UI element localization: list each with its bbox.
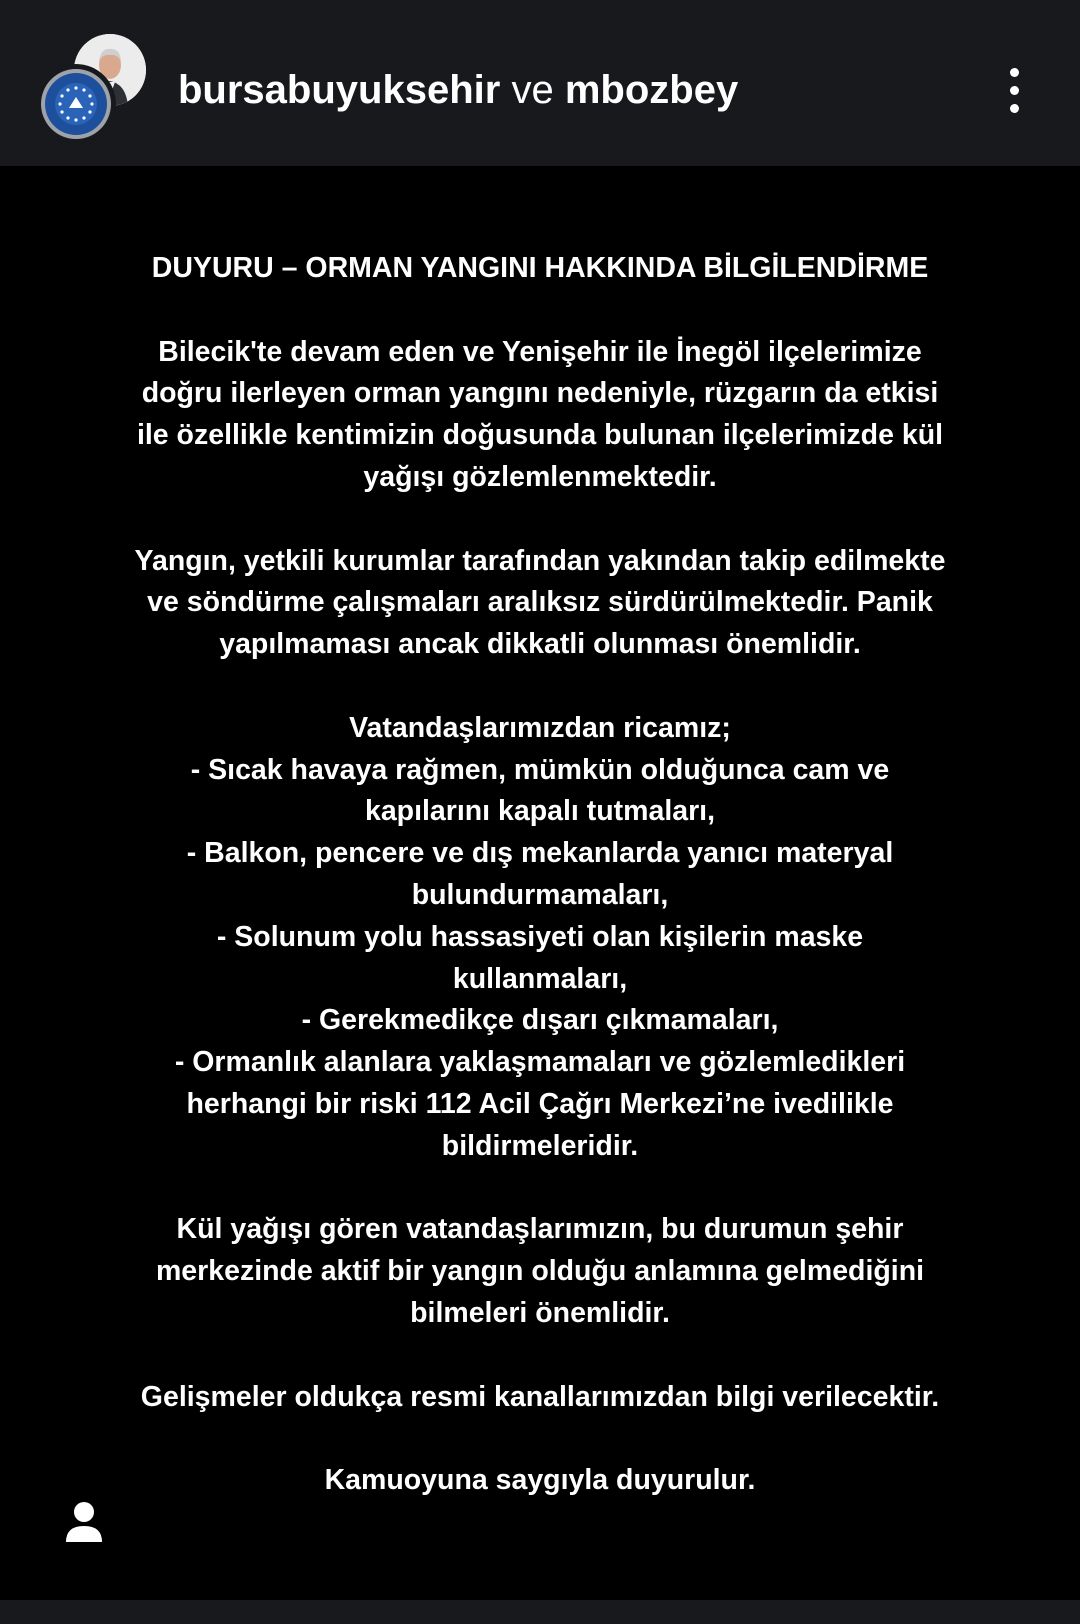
paragraph-6-line: Kamuoyuna saygıyla duyurulur. — [324, 1464, 756, 1497]
paragraph-2-line: Yangın, yetkili kurumlar tarafından yakından takip edilmekte — [134, 544, 946, 577]
bursa-logo-icon — [36, 64, 116, 144]
paragraph-4-line: Kül yağışı gören vatandaşlarımızın, bu durumun şehir — [176, 1213, 904, 1246]
paragraph-3-line: - Ormanlık alanlara yaklaşmamaları ve gözlemledikleri — [174, 1046, 906, 1079]
paragraph-1-line: ile özellikle kentimizin doğusunda bulunan ilçelerimizde kül — [136, 419, 944, 452]
paragraph-3-line: herhangi bir riski 112 Acil Çağrı Merkezi’ne ivedilikle — [186, 1087, 894, 1120]
announcement-text — [60, 248, 1020, 1502]
paragraph-2-line: yapılmaması ancak dikkatli olunması önemlidir. — [219, 628, 861, 661]
username-bursabuyuksehir[interactable]: bursabuyuksehir — [178, 68, 501, 112]
more-options-button[interactable] — [994, 60, 1034, 120]
more-vertical-icon — [1010, 68, 1019, 77]
paragraph-1-line: yağışı gözlemlenmektedir. — [363, 460, 717, 493]
paragraph-3-line: - Solunum yolu hassasiyeti olan kişilerin maske — [216, 920, 864, 953]
authors-conjunction: ve — [511, 68, 554, 112]
paragraph-3-line: bulundurmamaları, — [411, 878, 669, 911]
post-image[interactable] — [0, 166, 1080, 1600]
bottom-bar — [0, 1600, 1080, 1624]
more-vertical-icon-dot-2 — [1010, 86, 1019, 95]
paragraph-4-line: bilmeleri önemlidir. — [410, 1296, 670, 1329]
announcement-title: DUYURU – ORMAN YANGINI HAKKINDA BİLGİLENDİRME — [151, 252, 929, 284]
paragraph-3-line: kullanmaları, — [452, 962, 628, 995]
collab-avatars[interactable] — [36, 34, 152, 144]
paragraph-3-line: - Sıcak havaya rağmen, mümkün olduğunca cam ve — [190, 753, 890, 786]
paragraph-3-line: Vatandaşlarımızdan ricamız; — [349, 711, 731, 744]
paragraph-1-line: doğru ilerleyen orman yangını nedeniyle, rüzgarın da etkisi — [141, 377, 939, 410]
paragraph-1-line: Bilecik'te devam eden ve Yenişehir ile İnegöl ilçelerimize — [158, 335, 922, 368]
post-header — [0, 0, 1080, 166]
paragraph-3-line: - Gerekmedikçe dışarı çıkmamaları, — [301, 1004, 779, 1037]
paragraph-2-line: ve söndürme çalışmaları aralıksız sürdürülmektedir. Panik — [147, 586, 933, 619]
paragraph-4-line: merkezinde aktif bir yangın olduğu anlamına gelmediğini — [155, 1255, 925, 1288]
username-mbozbey[interactable]: mbozbey — [564, 68, 739, 112]
paragraph-3-line: - Balkon, pencere ve dış mekanlarda yanıcı materyal — [186, 837, 894, 870]
person-icon — [64, 1500, 104, 1544]
avatar-bursabuyuksehir[interactable] — [36, 64, 116, 144]
paragraph-3-line: bildirmeleridir. — [441, 1129, 639, 1162]
post-authors — [178, 62, 738, 118]
paragraph-3-line: kapılarını kapalı tutmaları, — [364, 795, 716, 828]
paragraph-5-line: Gelişmeler oldukça resmi kanallarımızdan bilgi verilecektir. — [140, 1380, 940, 1413]
more-vertical-icon-dot-3 — [1010, 104, 1019, 113]
tag-people-button[interactable] — [64, 1500, 104, 1544]
